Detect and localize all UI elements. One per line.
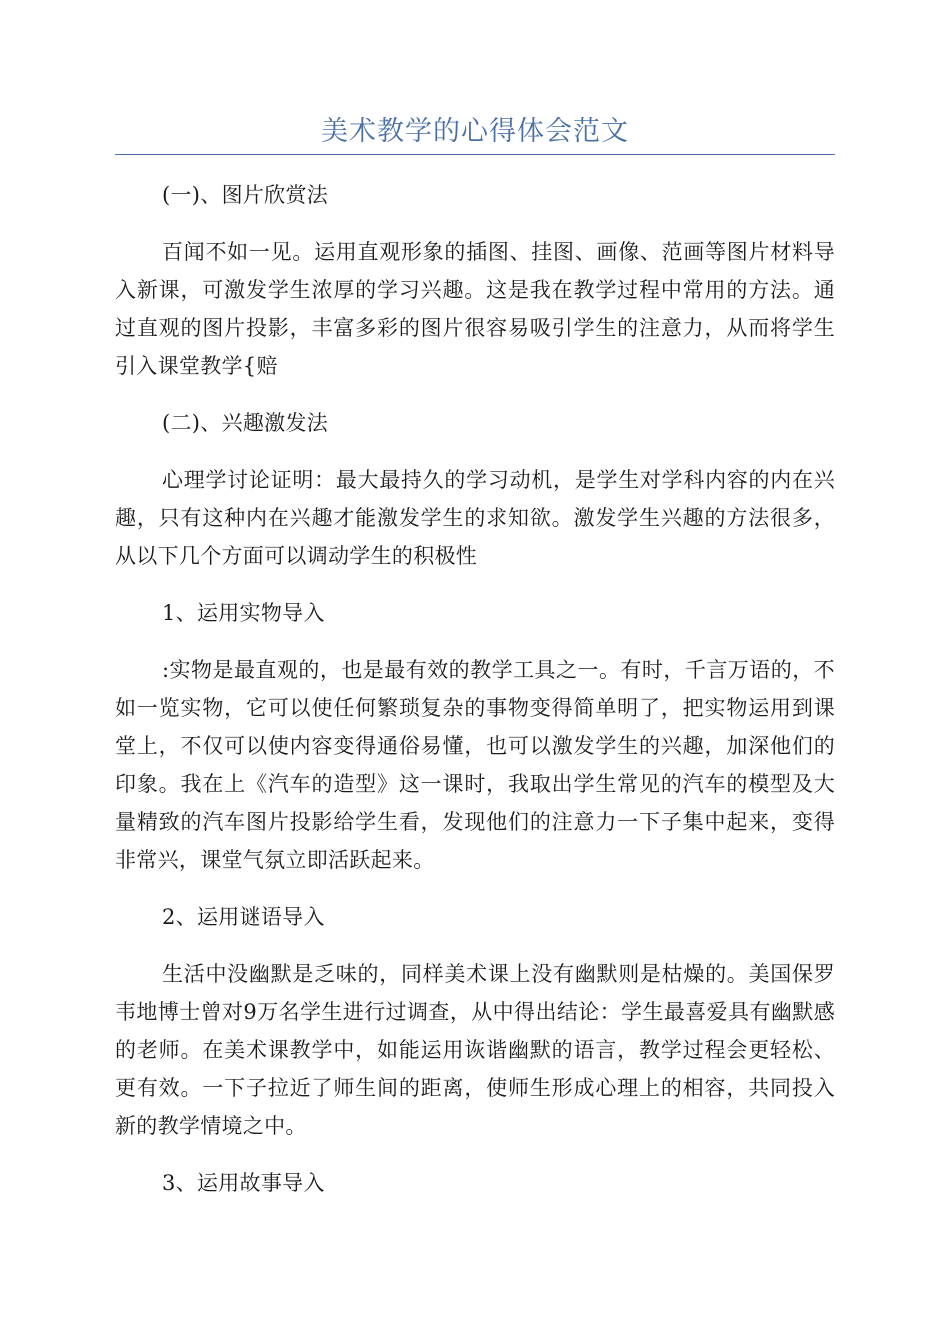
paragraph-picture-appreciation: 百闻不如一见。运用直观形象的插图、挂图、画像、范画等图片材料导入新课，可激发学生浓厚的学习兴趣。这是我在教学过程中常用的方法。通过直观的图片投影，丰富多彩的图片很容易吸引学生的注意力，从而将学生引入课堂教学{赔 <box>115 240 835 378</box>
subheading-story-introduction: 3、运用故事导入 <box>162 1171 325 1195</box>
subheading-object-introduction: 1、运用实物导入 <box>162 601 325 625</box>
document-title: 美术教学的心得体会范文 <box>321 116 629 147</box>
document-body <box>115 176 835 1221</box>
section-heading-interest-stimulation: (二)、兴趣激发法 <box>162 411 329 435</box>
subheading-riddle-introduction: 2、运用谜语导入 <box>162 905 325 929</box>
section-heading-picture-appreciation: (一)、图片欣赏法 <box>162 183 329 207</box>
paragraph-interest-stimulation: 心理学讨论证明：最大最持久的学习动机，是学生对学科内容的内在兴趣，只有这种内在兴趣才能激发学生的求知欲。激发学生兴趣的方法很多，从以下几个方面可以调动学生的积极性 <box>115 468 835 568</box>
title-underline <box>115 154 835 155</box>
paragraph-object-introduction: :实物是最直观的，也是最有效的教学工具之一。有时，千言万语的，不如一览实物，它可以使任何繁琐复杂的事物变得简单明了，把实物运用到课堂上，不仅可以使内容变得通俗易懂，也可以激发学生的兴趣，加深他们的印象。我在上《汽车的造型》这一课时，我取出学生常见的汽车的模型及大量精致的汽车图片投影给学生看，发现他们的注意力一下子集中起来，变得非常兴，课堂气氛立即活跃起来。 <box>115 658 835 872</box>
paragraph-riddle-introduction: 生活中没幽默是乏味的，同样美术课上没有幽默则是枯燥的。美国保罗韦地博士曾对9万名学生进行过调查，从中得出结论：学生最喜爱具有幽默感的老师。在美术课教学中，如能运用诙谐幽默的语言，教学过程会更轻松、更有效。一下子拉近了师生间的距离，使师生形成心理上的相容，共同投入新的教学情境之中。 <box>115 962 835 1138</box>
